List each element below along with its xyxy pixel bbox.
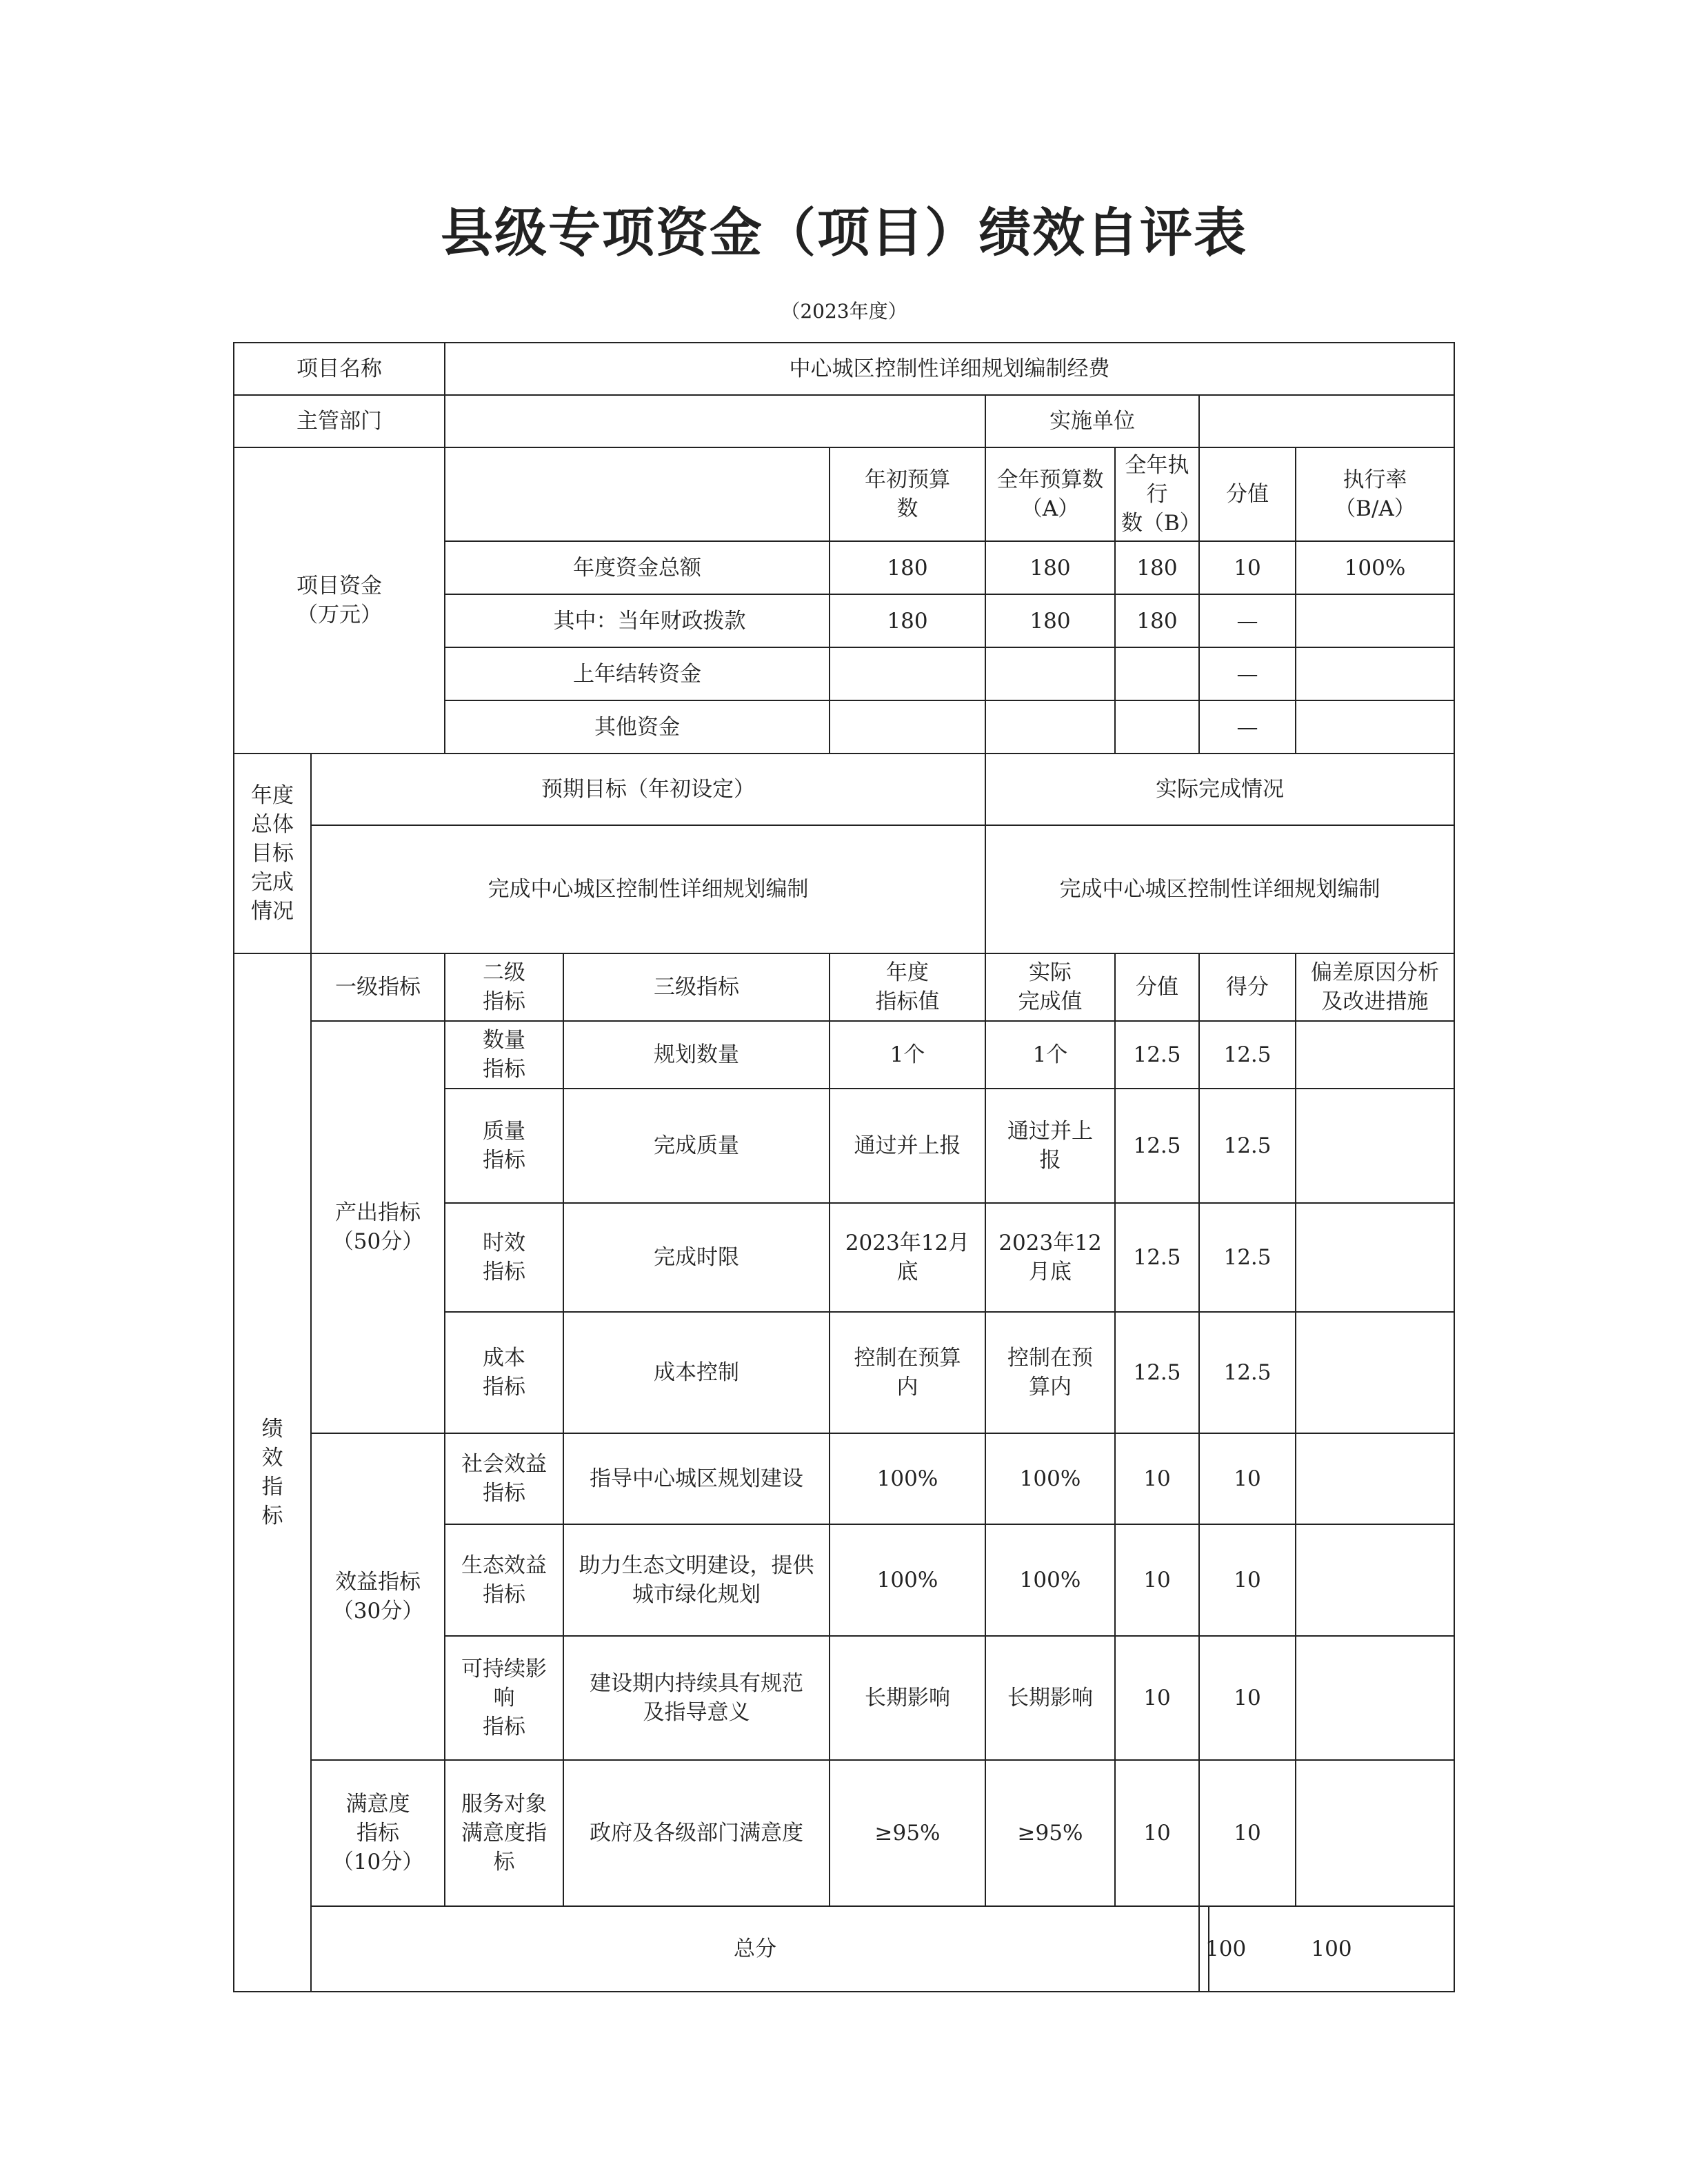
perf-level3: 规划数量 [563, 1021, 830, 1089]
perf-reason [1296, 1312, 1454, 1433]
perf-reason [1296, 1636, 1454, 1760]
perf-row [234, 1760, 1454, 1906]
funds-row-score-value: — [1199, 647, 1296, 700]
perf-level2: 质量 指标 [445, 1089, 563, 1203]
funds-row-executed [1115, 700, 1199, 754]
perf-reason [1296, 1089, 1454, 1203]
project-name-row [234, 343, 1454, 395]
perf-label: 绩 效 指 标 [234, 953, 311, 1992]
funds-header-row [234, 447, 1454, 541]
perf-reason [1296, 1433, 1454, 1524]
perf-score: 10 [1199, 1524, 1296, 1636]
perf-level3: 助力生态文明建设，提供 城市绿化规划 [563, 1524, 830, 1636]
perf-row [234, 1433, 1454, 1524]
funds-row-score-value: — [1199, 594, 1296, 647]
perf-level2: 成本 指标 [445, 1312, 563, 1433]
funds-row-rate: 100% [1296, 541, 1454, 594]
perf-actual: 控制在预 算内 [985, 1312, 1115, 1433]
perf-score-value: 10 [1115, 1433, 1199, 1524]
perf-header-score-value: 分值 [1115, 953, 1199, 1021]
total-row [234, 1906, 1454, 1992]
goals-expected-header: 预期目标（年初设定） [311, 754, 985, 825]
perf-level3: 政府及各级部门满意度 [563, 1760, 830, 1906]
perf-score: 12.5 [1199, 1089, 1296, 1203]
funds-row-executed: 180 [1115, 594, 1199, 647]
perf-score: 10 [1199, 1760, 1296, 1906]
funds-row-score-value: — [1199, 700, 1296, 754]
funds-header-blank [445, 447, 830, 541]
perf-score: 12.5 [1199, 1203, 1296, 1312]
perf-score: 12.5 [1199, 1021, 1296, 1089]
perf-target: 100% [830, 1433, 985, 1524]
total-score-value: 100 [1199, 1906, 1209, 1992]
goals-actual: 完成中心城区控制性详细规划编制 [985, 825, 1454, 953]
perf-target: 2023年12月 底 [830, 1203, 985, 1312]
funds-row-budget: 180 [985, 541, 1115, 594]
funds-row-rate [1296, 700, 1454, 754]
project-name-label: 项目名称 [234, 343, 445, 395]
total-score: 100 [1209, 1906, 1454, 1992]
perf-score-value: 12.5 [1115, 1089, 1199, 1203]
goals-header-row [234, 754, 1454, 825]
perf-header-actual: 实际 完成值 [985, 953, 1115, 1021]
perf-actual: 100% [985, 1433, 1115, 1524]
goals-content-row [234, 825, 1454, 953]
funds-row-rate [1296, 594, 1454, 647]
perf-group-label: 产出指标 （50分） [311, 1021, 445, 1433]
funds-header-rate: 执行率 （B/A） [1296, 447, 1454, 541]
perf-actual: 长期影响 [985, 1636, 1115, 1760]
funds-row-rate [1296, 647, 1454, 700]
perf-actual: 通过并上 报 [985, 1089, 1115, 1203]
perf-level3: 建设期内持续具有规范 及指导意义 [563, 1636, 830, 1760]
perf-score-value: 12.5 [1115, 1021, 1199, 1089]
funds-header-initial: 年初预算 数 [830, 447, 985, 541]
perf-score-value: 10 [1115, 1636, 1199, 1760]
perf-target: 1个 [830, 1021, 985, 1089]
perf-level3: 成本控制 [563, 1312, 830, 1433]
funds-row-initial: 180 [830, 541, 985, 594]
unit-label: 实施单位 [985, 395, 1199, 447]
year-subtitle: （2023年度） [781, 300, 907, 323]
perf-target: ≥95% [830, 1760, 985, 1906]
perf-header-target: 年度 指标值 [830, 953, 985, 1021]
perf-level3: 完成时限 [563, 1203, 830, 1312]
dept-value [445, 395, 985, 447]
perf-header-level1: 一级指标 [311, 953, 445, 1021]
funds-row-executed: 180 [1115, 541, 1199, 594]
perf-score-value: 10 [1115, 1760, 1199, 1906]
goals-expected: 完成中心城区控制性详细规划编制 [311, 825, 985, 953]
funds-row-label: 年度资金总额 [445, 541, 830, 594]
funds-row-budget [985, 700, 1115, 754]
perf-reason [1296, 1021, 1454, 1089]
perf-level2: 服务对象 满意度指 标 [445, 1760, 563, 1906]
perf-actual: 100% [985, 1524, 1115, 1636]
perf-target: 控制在预算 内 [830, 1312, 985, 1433]
page-title: 县级专项资金（项目）绩效自评表 [441, 202, 1247, 263]
perf-score-value: 12.5 [1115, 1312, 1199, 1433]
funds-header-executed: 全年执行 数（B） [1115, 447, 1199, 541]
funds-row-label: 其他资金 [445, 700, 830, 754]
perf-target: 长期影响 [830, 1636, 985, 1760]
perf-group-label: 满意度 指标 （10分） [311, 1760, 445, 1906]
perf-actual: 1个 [985, 1021, 1115, 1089]
evaluation-table [233, 342, 1455, 1992]
perf-header-reason: 偏差原因分析 及改进措施 [1296, 953, 1454, 1021]
perf-header-score: 得分 [1199, 953, 1296, 1021]
perf-target: 通过并上报 [830, 1089, 985, 1203]
perf-score-value: 10 [1115, 1524, 1199, 1636]
funds-header-budget: 全年预算数 （A） [985, 447, 1115, 541]
perf-level3: 完成质量 [563, 1089, 830, 1203]
perf-header-level3: 三级指标 [563, 953, 830, 1021]
perf-level3: 指导中心城区规划建设 [563, 1433, 830, 1524]
funds-row-score-value: 10 [1199, 541, 1296, 594]
funds-row-label: 上年结转资金 [445, 647, 830, 700]
perf-actual: ≥95% [985, 1760, 1115, 1906]
funds-label: 项目资金 （万元） [234, 447, 445, 754]
dept-label: 主管部门 [234, 395, 445, 447]
funds-row-initial [830, 700, 985, 754]
perf-score: 10 [1199, 1636, 1296, 1760]
perf-level2: 社会效益 指标 [445, 1433, 563, 1524]
perf-row [234, 1021, 1454, 1089]
perf-reason [1296, 1760, 1454, 1906]
perf-target: 100% [830, 1524, 985, 1636]
perf-reason [1296, 1203, 1454, 1312]
funds-row-initial: 180 [830, 594, 985, 647]
perf-level2: 数量 指标 [445, 1021, 563, 1089]
unit-value [1199, 395, 1454, 447]
department-row [234, 395, 1454, 447]
perf-group-label: 效益指标 （30分） [311, 1433, 445, 1760]
total-label: 总分 [311, 1906, 1199, 1992]
perf-level2: 可持续影 响 指标 [445, 1636, 563, 1760]
perf-header-level2: 二级 指标 [445, 953, 563, 1021]
funds-row-executed [1115, 647, 1199, 700]
perf-header-row [234, 953, 1454, 1021]
goals-actual-header: 实际完成情况 [985, 754, 1454, 825]
funds-row-label: 其中：当年财政拨款 [445, 594, 830, 647]
perf-score: 12.5 [1199, 1312, 1296, 1433]
perf-score-value: 12.5 [1115, 1203, 1199, 1312]
perf-level2: 时效 指标 [445, 1203, 563, 1312]
perf-reason [1296, 1524, 1454, 1636]
project-name-value: 中心城区控制性详细规划编制经费 [445, 343, 1454, 395]
perf-level2: 生态效益 指标 [445, 1524, 563, 1636]
perf-score: 10 [1199, 1433, 1296, 1524]
goals-label: 年度 总体 目标 完成 情况 [234, 754, 311, 953]
perf-actual: 2023年12 月底 [985, 1203, 1115, 1312]
funds-row-budget: 180 [985, 594, 1115, 647]
funds-row-initial [830, 647, 985, 700]
funds-header-score-value: 分值 [1199, 447, 1296, 541]
funds-row-budget [985, 647, 1115, 700]
